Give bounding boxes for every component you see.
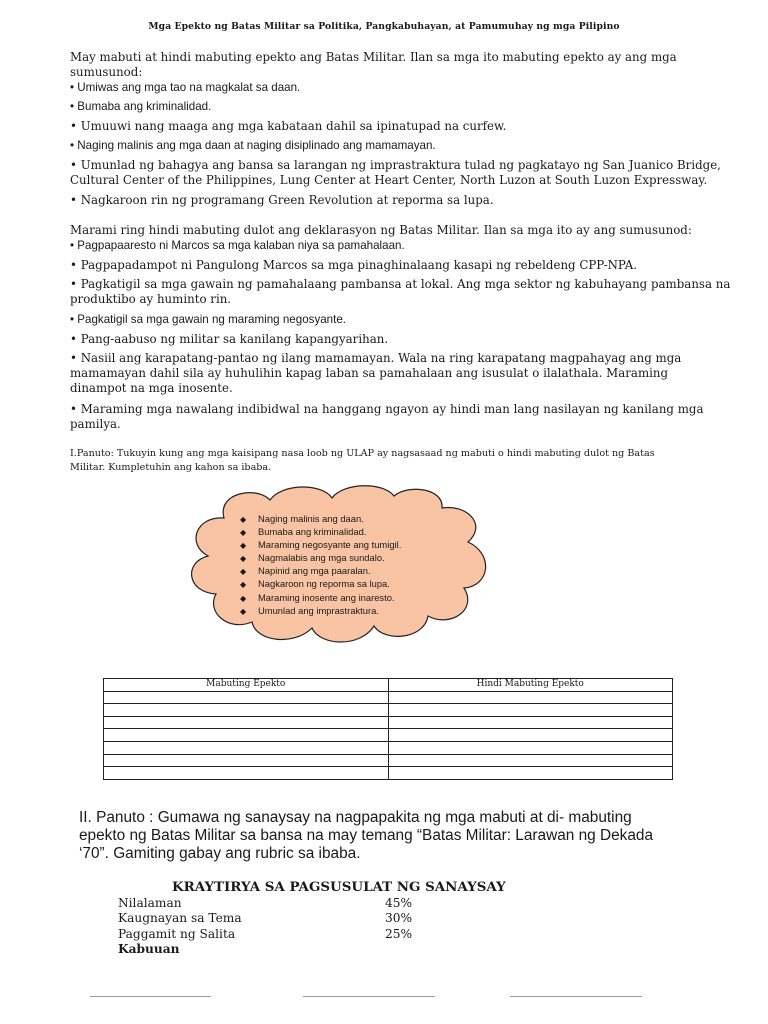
bullet-text: • Umunlad ng bahagya ang bansa sa larangan ng imprastraktura tulad ng pagkatayo ng San Juanico Bridge,	[70, 158, 721, 172]
bad-effect-item	[70, 312, 760, 327]
criterion-percent: 25%	[385, 927, 413, 941]
good-effect-item	[70, 80, 760, 95]
bullet-text: • Pagpapaaresto ni Marcos sa mga kalaban niya sa pamahalaan.	[70, 239, 405, 252]
good-effect-item	[70, 193, 760, 208]
table-header-row	[104, 679, 673, 692]
criterion-name: Nilalaman	[118, 896, 182, 910]
instruction-line: I.Panuto: Tukuyin kung ang mga kaisipang nasa loob ng ULAP ay nagsasaad ng mabuti o hindi mabuting dulot ng Batas	[70, 448, 655, 459]
instruction-line: ‘70”. Gamiting gabay ang rubric sa ibaba.	[79, 845, 361, 862]
part1-instructions	[70, 447, 760, 474]
cloud-item-text: Nagkaroon ng reporma sa lupa.	[258, 578, 390, 590]
instruction-line: II. Panuto : Gumawa ng sanaysay na nagpapakita ng mga mabuti at di- mabuting	[79, 809, 632, 826]
cloud-item-text: Napinid ang mga paaralan.	[258, 565, 371, 577]
effects-table	[103, 678, 673, 780]
mabuting-epekto-cell[interactable]	[104, 767, 389, 780]
diamond-bullet-icon: ◆	[240, 554, 247, 564]
signature-line: ______________________	[90, 984, 211, 997]
good-effect-item	[70, 158, 760, 188]
hindi-mabuting-epekto-cell[interactable]	[388, 741, 673, 754]
cloud-item-text: Naging malinis ang daan.	[258, 513, 364, 524]
cloud-item	[240, 526, 401, 539]
hindi-mabuting-epekto-cell[interactable]	[388, 704, 673, 717]
bullet-text: • Pagkatigil sa mga gawain ng pamahalaang pambansa at lokal. Ang mga sektor ng kabuhayang pambansa na	[70, 277, 731, 291]
bullet-text: pamilya.	[70, 417, 121, 431]
mabuting-epekto-cell[interactable]	[104, 691, 389, 704]
cloud-item-text: Bumaba ang kriminalidad.	[258, 526, 367, 538]
cloud-item	[240, 605, 401, 618]
bad-effect-item	[70, 258, 760, 273]
hindi-mabuting-epekto-cell[interactable]	[388, 716, 673, 729]
bullet-text: dinampot na mga inosente.	[70, 381, 233, 395]
diamond-bullet-icon: ◆	[240, 593, 247, 603]
header-mabuting-epekto: Mabuting Epekto	[104, 679, 389, 692]
table-body	[104, 691, 673, 779]
diamond-bullet-icon: ◆	[240, 541, 247, 551]
rubric-total-label: Kabuuan	[118, 942, 180, 956]
bullet-text: • Umiwas ang mga tao na magkalat sa daan.	[70, 81, 301, 94]
bad-effect-item	[70, 402, 760, 432]
table-row	[104, 741, 673, 754]
bullet-text: • Nasiil ang karapatang-pantao ng ilang mamamayan. Wala na ring karapatang magpahayag ang mga	[70, 351, 682, 365]
mabuting-epekto-cell[interactable]	[104, 754, 389, 767]
hindi-mabuting-epekto-cell[interactable]	[388, 729, 673, 742]
cloud-item-text: Umunlad ang imprastraktura.	[258, 604, 379, 616]
cloud-item	[240, 513, 401, 526]
table-row	[104, 767, 673, 780]
diamond-bullet-icon: ◆	[240, 515, 247, 524]
good-effects-intro	[70, 50, 750, 80]
table-row	[104, 729, 673, 742]
bullet-text: mamamayan dahil sila ay huhulihin kapag laban sa pamahalaan ang isusulat o ilalathala. Maraming	[70, 366, 669, 380]
cloud-item-text: Maraming inosente ang inaresto.	[258, 591, 395, 603]
good-effect-item	[70, 138, 760, 153]
bullet-text: Cultural Center of the Philippines, Lung Center at Heart Center, North Luzon at South Luzon Expressway.	[70, 173, 708, 187]
cloud-item	[240, 578, 401, 591]
bad-effect-item	[70, 332, 760, 347]
diamond-bullet-icon: ◆	[240, 567, 247, 577]
bad-effect-item	[70, 277, 760, 307]
good-effect-item	[70, 119, 760, 134]
header-hindi-mabuting-epekto: Hindi Mabuting Epekto	[388, 679, 673, 692]
criterion-percent: 45%	[385, 896, 413, 910]
instruction-line: Militar. Kumpletuhin ang kahon sa ibaba.	[70, 461, 272, 473]
bullet-text: • Umuuwi nang maaga ang mga kabataan dahil sa ipinatupad na curfew.	[70, 119, 507, 133]
mabuting-epekto-cell[interactable]	[104, 716, 389, 729]
cloud-item	[240, 592, 401, 605]
bullet-text: • Pang-aabuso ng militar sa kanilang kapangyarihan.	[70, 332, 389, 346]
hindi-mabuting-epekto-cell[interactable]	[388, 767, 673, 780]
thought-cloud	[172, 478, 498, 658]
criterion-name: Paggamit ng Salita	[118, 927, 236, 941]
cloud-item-text: Nagmalabis ang mga sundalo.	[258, 552, 385, 564]
cloud-item	[240, 565, 401, 578]
intro-line: Marami ring hindi mabuting dulot ang deklarasyon ng Batas Militar. Ilan sa mga ito ay ang sumusunod:	[70, 223, 692, 237]
cloud-item-text: Maraming negosyante ang tumigil.	[258, 539, 402, 551]
instruction-line: epekto ng Batas Militar sa bansa na may temang “Batas Militar: Larawan ng Dekada	[79, 827, 654, 844]
mabuting-epekto-cell[interactable]	[104, 729, 389, 742]
bullet-text: • Nagkaroon rin ng programang Green Revolution at reporma sa lupa.	[70, 193, 494, 207]
bad-effect-item	[70, 351, 760, 396]
bullet-text: • Bumaba ang kriminalidad.	[70, 100, 212, 113]
cloud-items	[240, 513, 401, 618]
bad-effect-item	[70, 238, 760, 253]
bullet-text: • Pagpapadampot ni Pangulong Marcos sa mga pinaghinalaang kasapi ng rebeldeng CPP-NPA.	[70, 258, 638, 272]
table-row	[104, 754, 673, 767]
diamond-bullet-icon: ◆	[240, 528, 247, 538]
signature-line: ________________________	[303, 984, 435, 997]
mabuting-epekto-cell[interactable]	[104, 741, 389, 754]
mabuting-epekto-cell[interactable]	[104, 704, 389, 717]
criterion-name: Kaugnayan sa Tema	[118, 911, 242, 925]
bullet-text: • Pagkatigil sa mga gawain ng maraming negosyante.	[70, 313, 347, 326]
bullet-text: • Naging malinis ang mga daan at naging disiplinado ang mamamayan.	[70, 139, 436, 152]
table-row	[104, 704, 673, 717]
intro-line: sumusunod:	[70, 65, 143, 79]
cloud-item	[240, 552, 401, 565]
good-effect-item	[70, 99, 760, 114]
document-title: Mga Epekto ng Batas Militar sa Politika, Pangkabuhayan, at Pamumuhay ng mga Pilipino	[148, 21, 620, 32]
bullet-text: produktibo ay huminto rin.	[70, 292, 232, 306]
signature-line: ________________________	[510, 984, 642, 997]
hindi-mabuting-epekto-cell[interactable]	[388, 754, 673, 767]
diamond-bullet-icon: ◆	[240, 606, 247, 616]
bullet-text: • Maraming mga nawalang indibidwal na hanggang ngayon ay hindi man lang nasilayan ng kanilang mga	[70, 402, 704, 416]
hindi-mabuting-epekto-cell[interactable]	[388, 691, 673, 704]
table-row	[104, 691, 673, 704]
intro-line: May mabuti at hindi mabuting epekto ang Batas Militar. Ilan sa mga ito mabuting epekto ay ang mga	[70, 50, 677, 64]
bad-effects-intro	[70, 223, 750, 238]
table-row	[104, 716, 673, 729]
rubric-heading: KRAYTIRYA SA PAGSUSULAT NG SANAYSAY	[172, 879, 506, 895]
criterion-percent: 30%	[385, 911, 413, 925]
diamond-bullet-icon: ◆	[240, 580, 247, 590]
cloud-item	[240, 539, 401, 552]
part2-instructions	[79, 809, 719, 863]
